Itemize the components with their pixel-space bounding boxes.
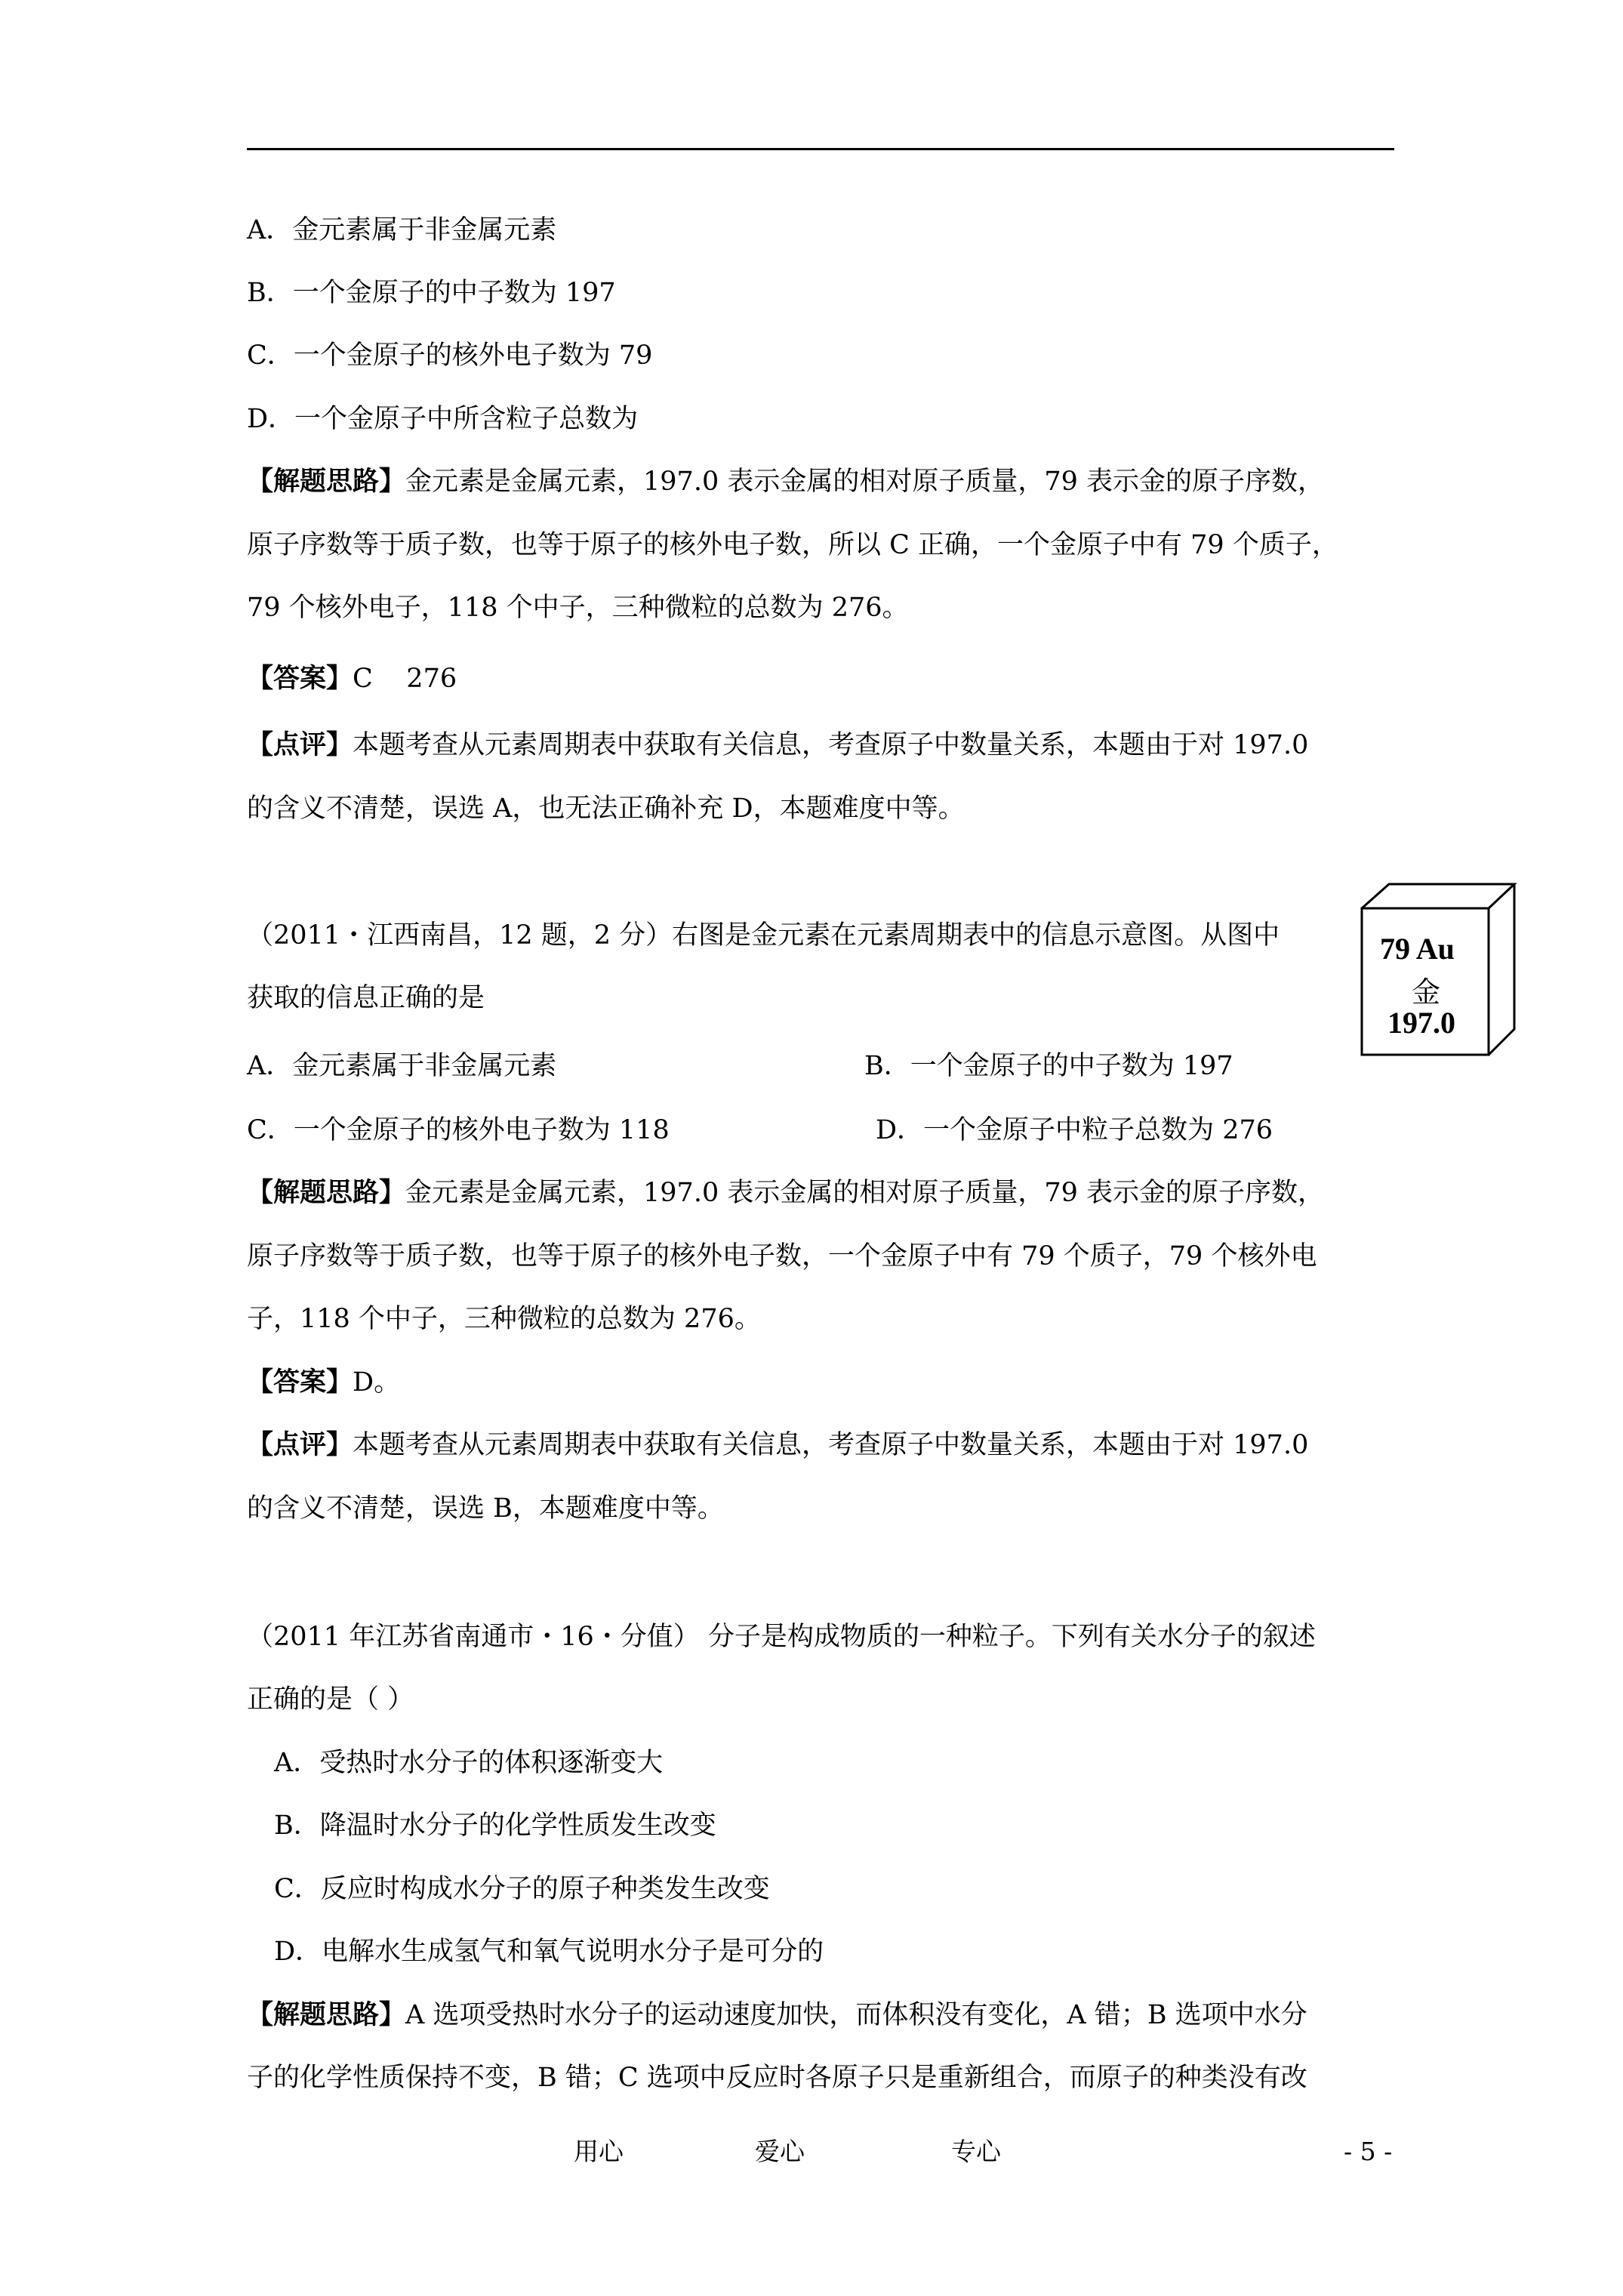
s2-question-line-1: （2011・江西南昌，12 题，2 分）右图是金元素在元素周期表中的信息示意图。从图中 bbox=[247, 920, 1280, 951]
s2-answer-line bbox=[247, 1364, 400, 1401]
footer-item-1: 用心 bbox=[574, 2137, 624, 2166]
element-mass: 197.0 bbox=[1387, 1006, 1455, 1040]
s1-analysis-text-1: 金元素是金属元素，197.0 表示金属的相对原子质量，79 表示金的原子序数， bbox=[405, 467, 1325, 497]
footer-item-2: 爱心 bbox=[755, 2137, 805, 2166]
footer-item-3: 专心 bbox=[951, 2137, 1001, 2166]
s3-option-a: A．受热时水分子的体积逐渐变大 bbox=[274, 1748, 664, 1778]
s1-analysis-tag: 【解题思路】 bbox=[247, 466, 406, 497]
s3-analysis-line-1 bbox=[247, 1996, 1307, 2034]
s2-option-d: D．一个金原子中粒子总数为 276 bbox=[876, 1115, 1273, 1145]
s1-answer-tag: 【答案】 bbox=[247, 663, 353, 694]
s1-analysis-line-3: 79 个核外电子，118 个中子，三种微粒的总数为 276。 bbox=[247, 593, 909, 623]
s2-option-b: B．一个金原子的中子数为 197 bbox=[864, 1051, 1233, 1081]
s2-answer-text: D。 bbox=[353, 1367, 401, 1398]
s1-option-c: C．一个金原子的核外电子数为 79 bbox=[247, 341, 653, 371]
s2-analysis-line-3: 子，118 个中子，三种微粒的总数为 276。 bbox=[247, 1304, 761, 1334]
s1-option-a: A．金元素属于非金属元素 bbox=[247, 215, 557, 245]
gold-element-box bbox=[1359, 881, 1517, 1058]
s1-answer-text: C 276 bbox=[353, 664, 457, 694]
page-number: - 5 - bbox=[1344, 2137, 1393, 2166]
s3-analysis-line-2: 子的化学性质保持不变，B 错；C 选项中反应时各原子只是重新组合，而原子的种类没有改 bbox=[247, 2063, 1307, 2093]
s1-analysis-line-1 bbox=[247, 463, 1324, 501]
s2-option-a: A．金元素属于非金属元素 bbox=[247, 1051, 557, 1081]
s2-question-line-2: 获取的信息正确的是 bbox=[247, 983, 485, 1013]
s1-review-text-1: 本题考查从元素周期表中获取有关信息，考查原子中数量关系，本题由于对 197.0 bbox=[353, 730, 1309, 760]
s2-review-line-1 bbox=[247, 1426, 1308, 1464]
s1-option-b: B．一个金原子的中子数为 197 bbox=[247, 278, 616, 308]
s1-analysis-line-2: 原子序数等于质子数，也等于原子的核外电子数，所以 C 正确，一个金原子中有 79 个质子， bbox=[247, 530, 1338, 560]
element-number-symbol: 79 Au bbox=[1380, 932, 1455, 966]
s2-analysis-line-1 bbox=[247, 1174, 1324, 1212]
s2-analysis-tag: 【解题思路】 bbox=[247, 1177, 406, 1208]
s1-option-d: D．一个金原子中所含粒子总数为 bbox=[247, 404, 639, 434]
s2-analysis-text-1: 金元素是金属元素，197.0 表示金属的相对原子质量，79 表示金的原子序数， bbox=[405, 1178, 1325, 1208]
s3-option-d: D．电解水生成氢气和氧气说明水分子是可分的 bbox=[274, 1937, 824, 1967]
s2-review-tag: 【点评】 bbox=[247, 1429, 353, 1460]
s1-answer-line bbox=[247, 660, 457, 698]
header-rule bbox=[247, 148, 1394, 150]
s3-question-line-1: （2011 年江苏省南通市・16・分值） 分子是构成物质的一种粒子。下列有关水分子的叙述 bbox=[247, 1622, 1316, 1652]
s1-review-line-2: 的含义不清楚，误选 A，也无法正确补充 D，本题难度中等。 bbox=[247, 794, 965, 824]
s2-review-text-1: 本题考查从元素周期表中获取有关信息，考查原子中数量关系，本题由于对 197.0 bbox=[353, 1430, 1309, 1460]
element-name: 金 bbox=[1412, 975, 1441, 1009]
s1-review-tag: 【点评】 bbox=[247, 729, 353, 760]
s3-analysis-text-1: A 选项受热时水分子的运动速度加快，而体积没有变化，A 错；B 选项中水分 bbox=[405, 2000, 1307, 2030]
s2-analysis-line-2: 原子序数等于质子数，也等于原子的核外电子数，一个金原子中有 79 个质子，79 个核外电 bbox=[247, 1241, 1317, 1271]
s3-analysis-tag: 【解题思路】 bbox=[247, 1999, 406, 2030]
s3-question-line-2: 正确的是（ ） bbox=[247, 1684, 414, 1715]
s2-option-c: C．一个金原子的核外电子数为 118 bbox=[247, 1115, 670, 1145]
s2-review-line-2: 的含义不清楚，误选 B，本题难度中等。 bbox=[247, 1493, 724, 1524]
s3-option-b: B．降温时水分子的化学性质发生改变 bbox=[274, 1811, 716, 1841]
s3-option-c: C．反应时构成水分子的原子种类发生改变 bbox=[274, 1874, 770, 1904]
s2-answer-tag: 【答案】 bbox=[247, 1367, 353, 1398]
s1-review-line-1 bbox=[247, 726, 1308, 764]
